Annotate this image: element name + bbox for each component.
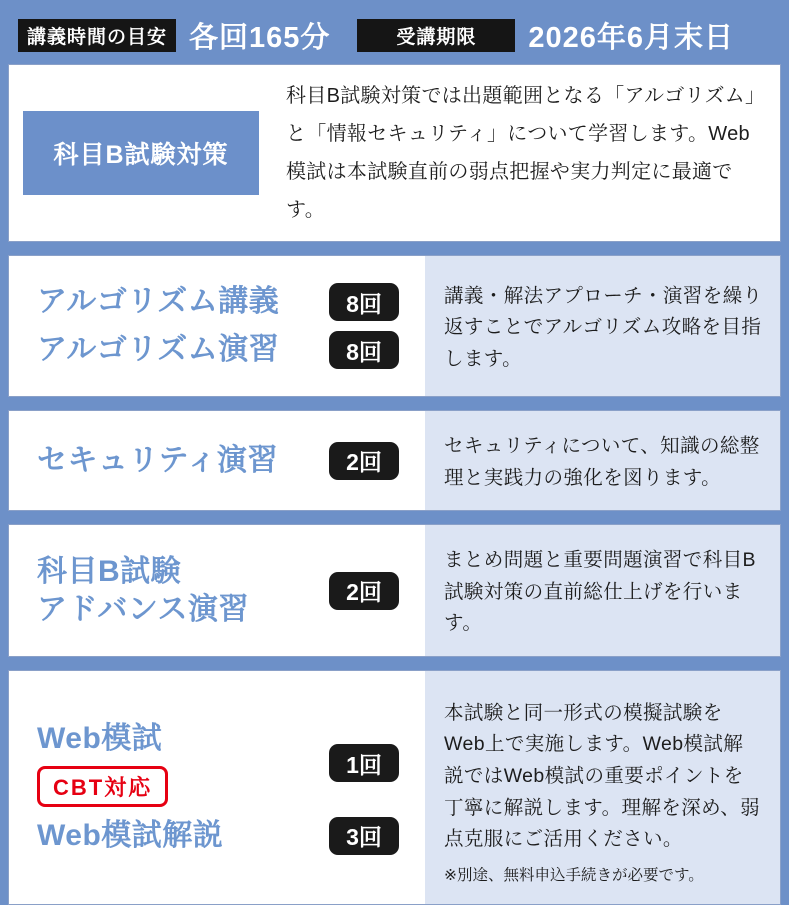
algorithm-card-left [9, 256, 425, 396]
algorithm-card [8, 255, 781, 397]
lecture-time-label: 講義時間の目安 [18, 19, 176, 52]
course-name-text: Web模試 [37, 722, 163, 756]
course-description [425, 411, 780, 510]
course-name: Web模試解説 [37, 818, 224, 852]
deadline-group [357, 15, 734, 56]
course-row [37, 442, 399, 480]
course-description [425, 671, 780, 904]
course-row [37, 817, 399, 855]
course-description-text: セキュリティについて、知識の総整理と実践力の強化を図ります。 [444, 435, 760, 489]
top-info-bar [8, 0, 781, 64]
course-description-text: まとめ問題と重要問題演習で科目B試験対策の直前総仕上げを行います。 [444, 549, 756, 635]
course-description [425, 256, 780, 396]
cbt-support-badge: CBT対応 [37, 766, 168, 807]
session-count-badge: 3回 [329, 817, 399, 855]
course-description-text: 講義・解法アプローチ・演習を繰り返すことでアルゴリズム攻略を目指します。 [444, 284, 763, 370]
lecture-time-value: 各回165分 [189, 21, 331, 54]
security-card-left [9, 411, 425, 510]
course-name-line2: アドバンス演習 [37, 592, 249, 626]
session-count-badge: 2回 [329, 572, 399, 610]
web-mock-card-left [9, 671, 425, 904]
deadline-label: 受講期限 [357, 19, 515, 52]
course-cards [8, 64, 781, 905]
session-count-badge: 8回 [329, 331, 399, 369]
course-row [37, 720, 399, 807]
session-count-badge: 2回 [329, 442, 399, 480]
course-row [37, 331, 399, 369]
session-count-badge: 8回 [329, 283, 399, 321]
web-mock-exam-card [8, 670, 781, 905]
overview-description: 科目B試験対策では出題範囲となる「アルゴリズム」と「情報セキュリティ」について学習します。Web模試は本試験直前の弱点把握や実力判定に最適です。 [286, 85, 766, 221]
course-row [37, 553, 399, 628]
course-row [37, 283, 399, 321]
course-description [425, 525, 780, 656]
overview-card [8, 64, 781, 242]
security-card [8, 410, 781, 511]
course-name [37, 720, 168, 807]
advance-card [8, 524, 781, 657]
course-name: セキュリティ演習 [37, 443, 278, 477]
course-description-note: ※別途、無料申込手続きが必要です。 [444, 866, 704, 884]
advance-card-left [9, 525, 425, 656]
course-name [37, 553, 249, 628]
course-name: アルゴリズム演習 [37, 333, 280, 367]
course-title-box: 科目B試験対策 [23, 111, 259, 195]
course-name-line1: 科目B試験 [37, 555, 182, 589]
deadline-value: 2026年6月末日 [528, 21, 735, 54]
course-description-text: 本試験と同一形式の模擬試験をWeb上で実施します。Web模試解説ではWeb模試の重要ポイントを丁寧に解説します。理解を深め、弱点克服にご活用ください。 [444, 701, 761, 851]
session-count-badge: 1回 [329, 744, 399, 782]
course-name: アルゴリズム講義 [37, 285, 280, 319]
